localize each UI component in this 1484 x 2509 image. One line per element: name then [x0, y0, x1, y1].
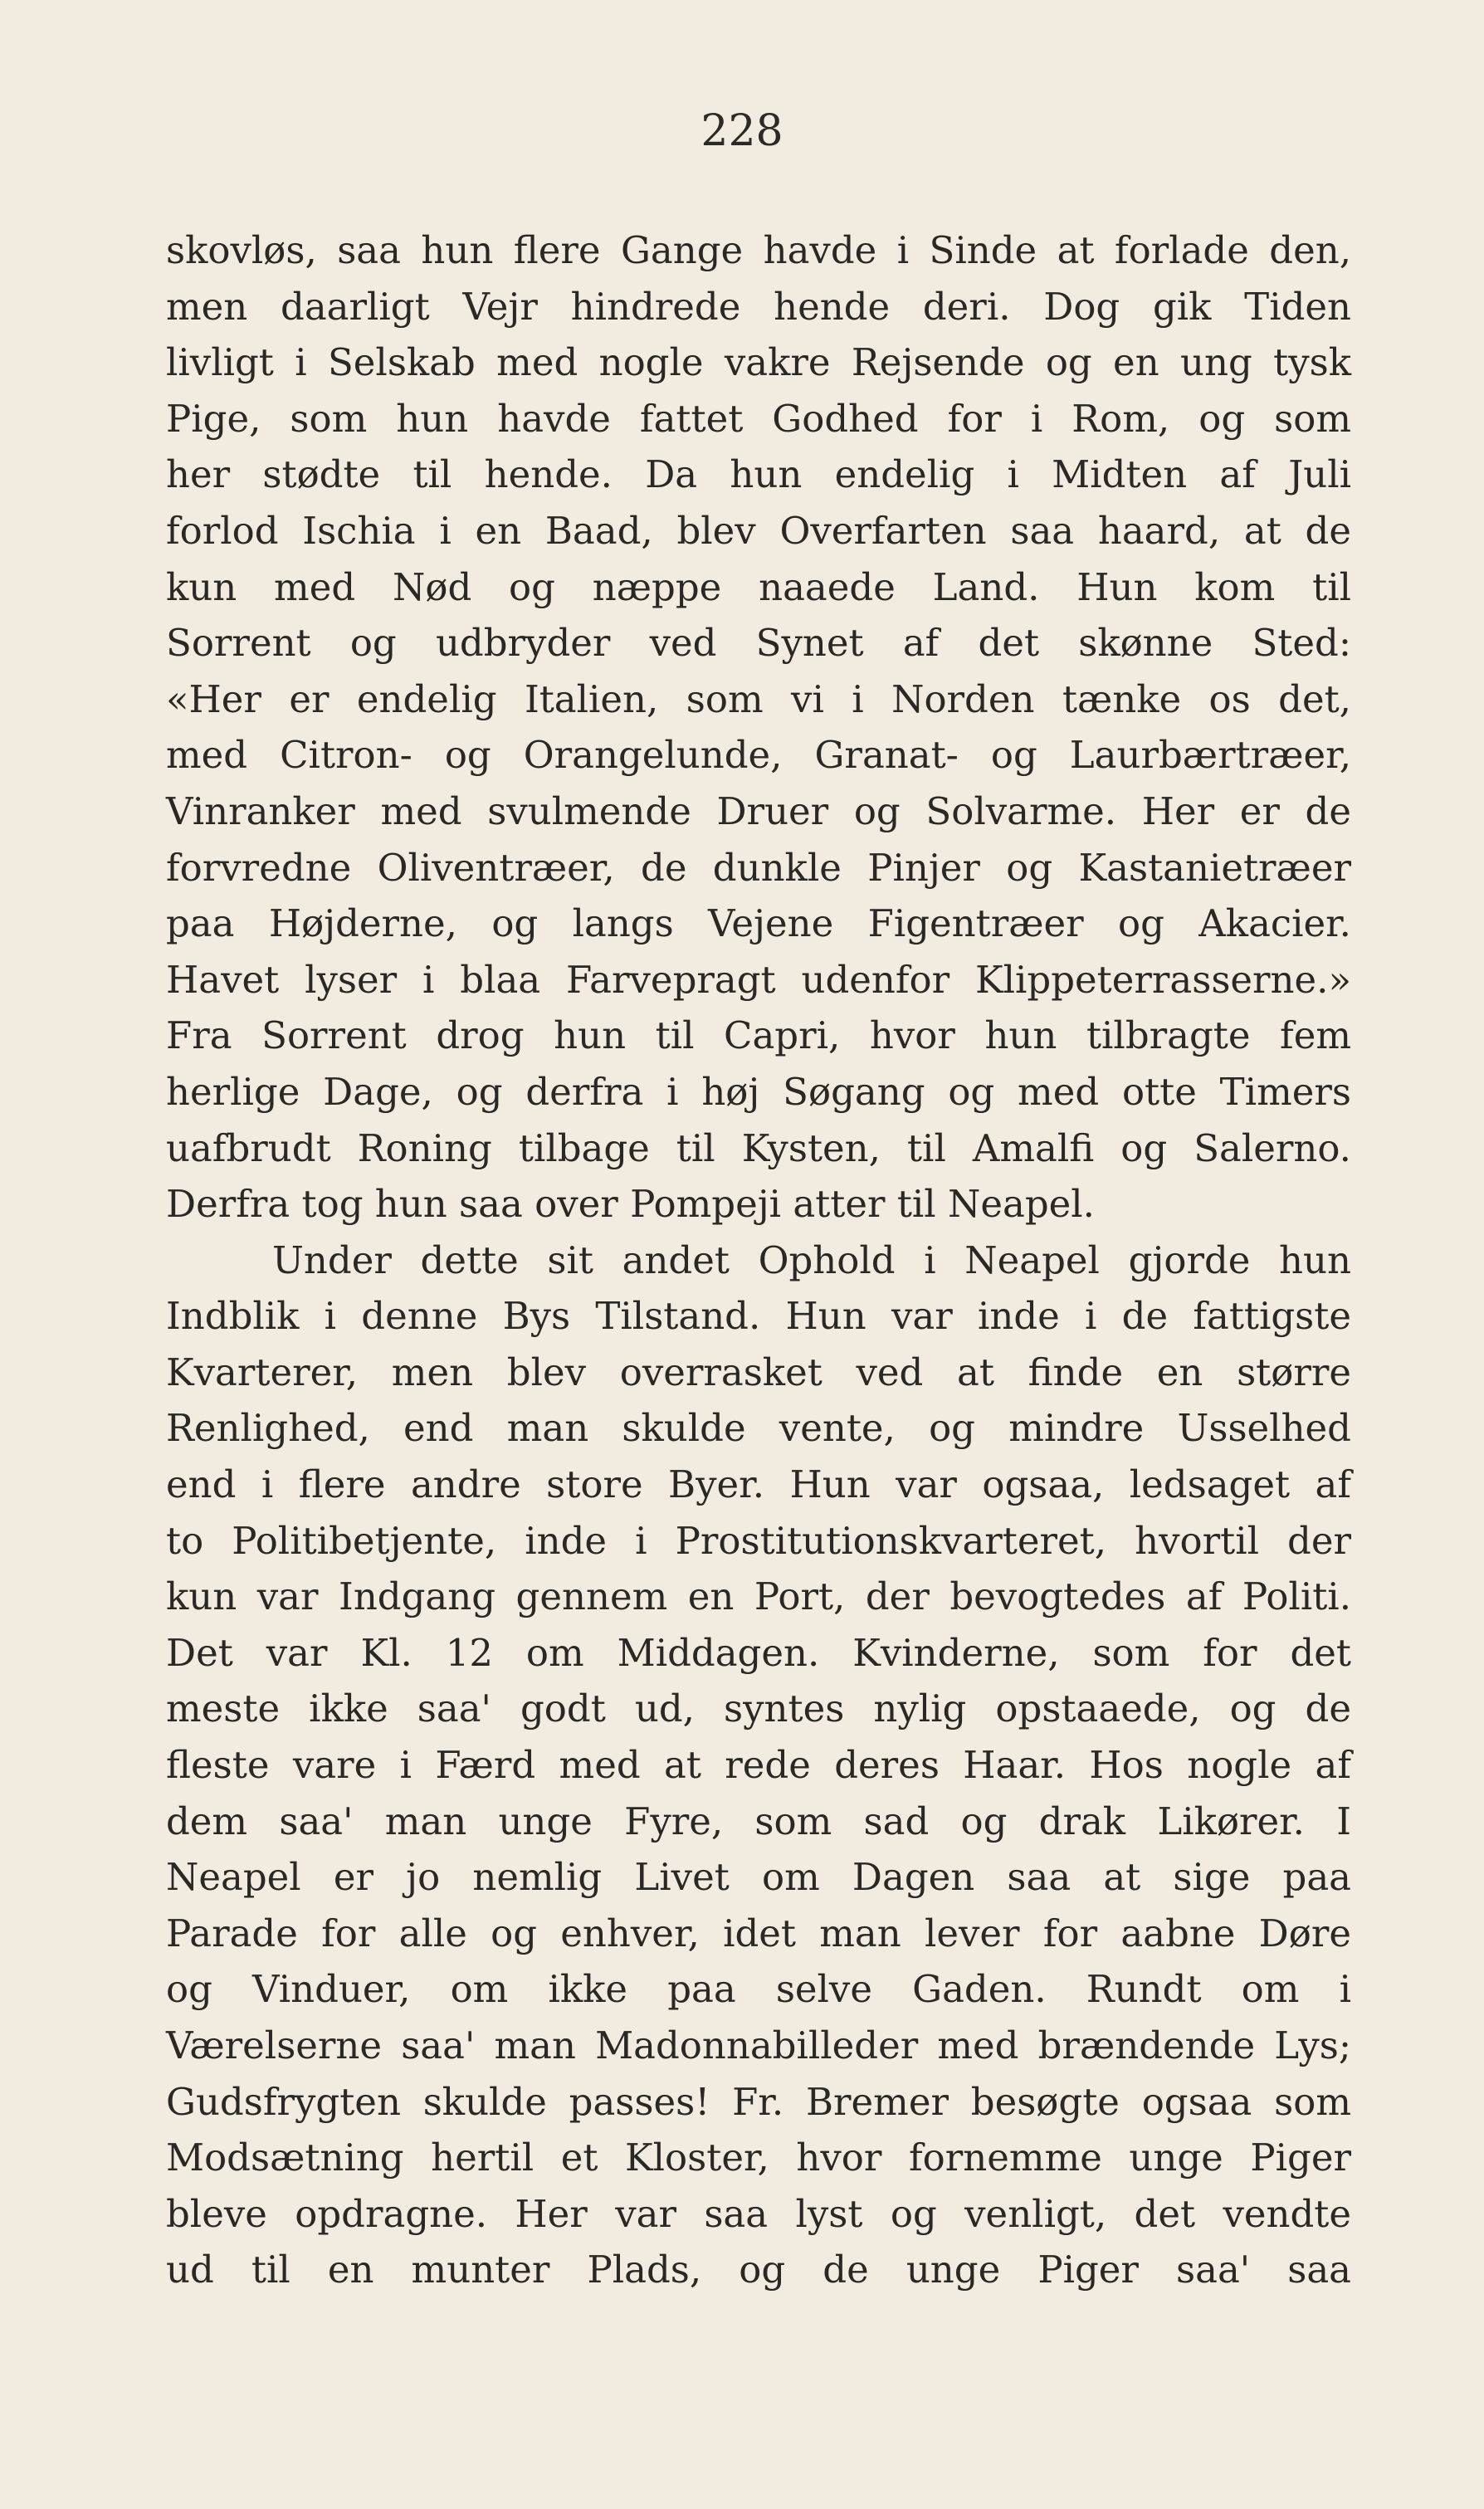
text-line: Sorrent og udbryder ved Synet af det skønne Sted:: [166, 621, 1351, 666]
text-line: Værelserne saa' man Madonnabilleder med brændende Lys;: [166, 2023, 1351, 2067]
text-line: Fra Sorrent drog hun til Capri, hvor hun tilbragte fem: [166, 1013, 1351, 1058]
text-line: dem saa' man unge Fyre, som sad og drak Likører. I: [166, 1799, 1351, 1843]
page-number: 228: [701, 106, 783, 156]
text-line: paa Højderne, og langs Vejene Figentræer og Akacier.: [166, 901, 1351, 946]
text-line: Pige, som hun havde fattet Godhed for i Rom, og som: [166, 396, 1351, 441]
text-line: Kvarterer, men blev overrasket ved at finde en større: [166, 1350, 1351, 1394]
text-line: Det var Kl. 12 om Middagen. Kvinderne, som for det: [166, 1630, 1351, 1675]
text-line: her stødte til hende. Da hun endelig i Midten af Juli: [166, 452, 1351, 497]
text-line: livligt i Selskab med nogle vakre Rejsende og en ung tysk: [166, 340, 1351, 385]
text-line: bleve opdragne. Her var saa lyst og venligt, det vendte: [166, 2191, 1351, 2236]
text-line: Havet lyser i blaa Farvepragt udenfor Klippeterrasserne.»: [166, 957, 1351, 1002]
text-line: men daarligt Vejr hindrede hende deri. Dog gik Tiden: [166, 284, 1351, 329]
text-line: Renlighed, end man skulde vente, og mindre Usselhed: [166, 1406, 1351, 1451]
text-line: Vinranker med svulmende Druer og Solvarme. Her er de: [166, 788, 1351, 833]
text-line: Modsætning hertil et Kloster, hvor fornemme unge Piger: [166, 2136, 1351, 2180]
text-line: Derfra tog hun saa over Pompeji atter til Neapel.: [166, 1182, 1095, 1227]
text-line: med Citron- og Orangelunde, Granat- og Laurbærtræer,: [166, 733, 1351, 778]
text-line: ud til en munter Plads, og de unge Piger saa' saa: [166, 2248, 1351, 2292]
text-line: herlige Dage, og derfra i høj Søgang og med otte Timers: [166, 1069, 1351, 1114]
text-line: Gudsfrygten skulde passes! Fr. Bremer besøgte ogsaa som: [166, 2079, 1351, 2124]
text-line: to Politibetjente, inde i Prostitutionskvarteret, hvortil der: [166, 1518, 1351, 1563]
text-line: kun var Indgang gennem en Port, der bevogtedes af Politi.: [166, 1574, 1351, 1619]
text-line: Parade for alle og enhver, idet man lever for aabne Døre: [166, 1911, 1351, 1955]
text-line: fleste vare i Færd med at rede deres Haar. Hos nogle af: [166, 1743, 1351, 1788]
text-line: forlod Ischia i en Baad, blev Overfarten saa haard, at de: [166, 508, 1351, 553]
text-line: Indblik i denne Bys Tilstand. Hun var inde i de fattigste: [166, 1294, 1351, 1339]
text-line: skovløs, saa hun flere Gange havde i Sinde at forlade den,: [166, 228, 1351, 272]
body-text: [166, 222, 1351, 2298]
text-line: uafbrudt Roning tilbage til Kysten, til Amalfi og Salerno.: [166, 1125, 1351, 1170]
text-line: «Her er endelig Italien, som vi i Norden tænke os det,: [166, 676, 1351, 721]
text-line: og Vinduer, om ikke paa selve Gaden. Rundt om i: [166, 1967, 1351, 2012]
text-line: forvredne Oliventræer, de dunkle Pinjer og Kastanietræer: [166, 845, 1351, 890]
text-line: Neapel er jo nemlig Livet om Dagen saa at sige paa: [166, 1855, 1351, 1900]
text-line: end i flere andre store Byer. Hun var ogsaa, ledsaget af: [166, 1462, 1351, 1507]
text-line: Under dette sit andet Ophold i Neapel gjorde hun: [272, 1237, 1351, 1282]
text-line: kun med Nød og næppe naaede Land. Hun kom til: [166, 564, 1351, 609]
text-line: meste ikke saa' godt ud, syntes nylig opstaaede, og de: [166, 1686, 1351, 1731]
